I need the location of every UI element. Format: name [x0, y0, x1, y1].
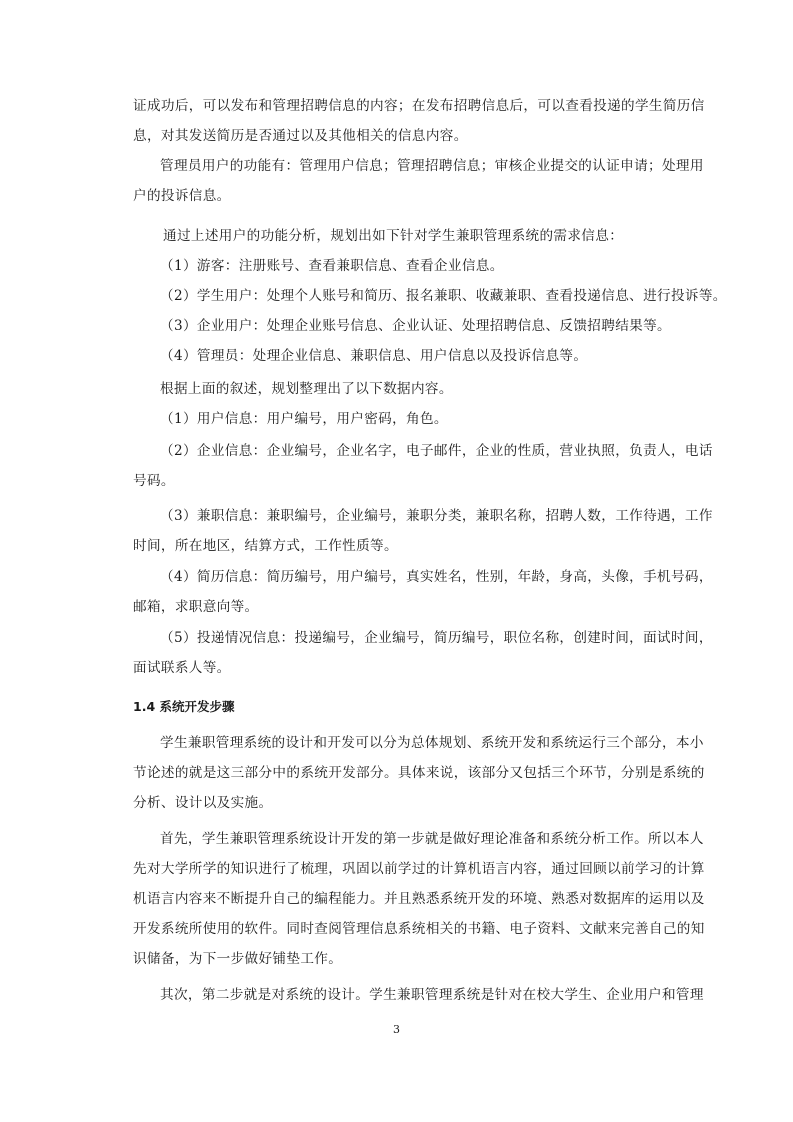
list-item: （2）学生用户：处理个人账号和简历、报名兼职、收藏兼职、查看投递信息、进行投诉等。 [160, 288, 727, 304]
list-item: （4）简历信息：简历编号，用户编号，真实姓名，性别，年龄，身高，头像，手机号码， [160, 569, 713, 585]
list-item: （3）企业用户：处理企业账号信息、企业认证、处理招聘信息、反馈招聘结果等。 [160, 318, 671, 334]
page-number: 3 [393, 1023, 400, 1036]
list-item: （2）企业信息：企业编号，企业名字，电子邮件，企业的性质，营业执照，负责人，电话 [160, 443, 713, 459]
paragraph-line: 开发系统所使用的软件。同时查阅管理信息系统相关的书籍、电子资料、文献来完善自己的知 [133, 921, 705, 937]
paragraph-line: 户的投诉信息。 [133, 188, 231, 204]
paragraph-line: 根据上面的叙述，规划整理出了以下数据内容。 [160, 381, 453, 397]
paragraph-line: 证成功后，可以发布和管理招聘信息的内容；在发布招聘信息后，可以查看投递的学生简历信 [133, 98, 705, 114]
paragraph-line: 学生兼职管理系统的设计和开发可以分为总体规划、系统开发和系统运行三个部分，本小 [160, 735, 704, 751]
list-item: （1）用户信息：用户编号，用户密码，角色。 [160, 411, 448, 427]
paragraph-line: 先对大学所学的知识进行了梳理，巩固以前学过的计算机语言内容，通过回顾以前学习的计算 [133, 861, 705, 877]
list-item: （5）投递情况信息：投递编号，企业编号，简历编号，职位名称，创建时间，面试时间， [160, 630, 713, 646]
paragraph-line: 分析、设计以及实施。 [133, 795, 273, 811]
paragraph-line: 面试联系人等。 [133, 660, 231, 676]
paragraph-line: 邮箱，求职意向等。 [133, 599, 259, 615]
list-item: （3）兼职信息：兼职编号，企业编号，兼职分类，兼职名称，招聘人数，工作待遇，工作 [160, 508, 713, 524]
paragraph-line: 节论述的就是这三部分中的系统开发部分。具体来说，该部分又包括三个环节，分别是系统的 [133, 765, 705, 781]
section-heading: 1.4 系统开发步骤 [133, 699, 235, 714]
paragraph-line: 识储备，为下一步做好铺垫工作。 [133, 951, 343, 967]
paragraph-line: 其次，第二步就是对系统的设计。学生兼职管理系统是针对在校大学生、企业用户和管理 [160, 987, 704, 1003]
paragraph-line: 通过上述用户的功能分析，规划出如下针对学生兼职管理系统的需求信息： [163, 228, 624, 244]
paragraph-line: 管理员用户的功能有：管理用户信息；管理招聘信息；审核企业提交的认证申请；处理用 [160, 158, 704, 174]
paragraph-line: 时间，所在地区，结算方式，工作性质等。 [133, 538, 398, 554]
paragraph-line: 机语言内容来不断提升自己的编程能力。并且熟悉系统开发的环境、熟悉对数据库的运用以及 [133, 891, 705, 907]
paragraph-line: 首先，学生兼职管理系统设计开发的第一步就是做好理论准备和系统分析工作。所以本人 [160, 831, 704, 847]
list-item: （4）管理员：处理企业信息、兼职信息、用户信息以及投诉信息等。 [160, 348, 588, 364]
paragraph-line: 号码。 [133, 473, 175, 489]
paragraph-line: 息，对其发送简历是否通过以及其他相关的信息内容。 [133, 128, 468, 144]
list-item: （1）游客：注册账号、查看兼职信息、查看企业信息。 [160, 258, 504, 274]
